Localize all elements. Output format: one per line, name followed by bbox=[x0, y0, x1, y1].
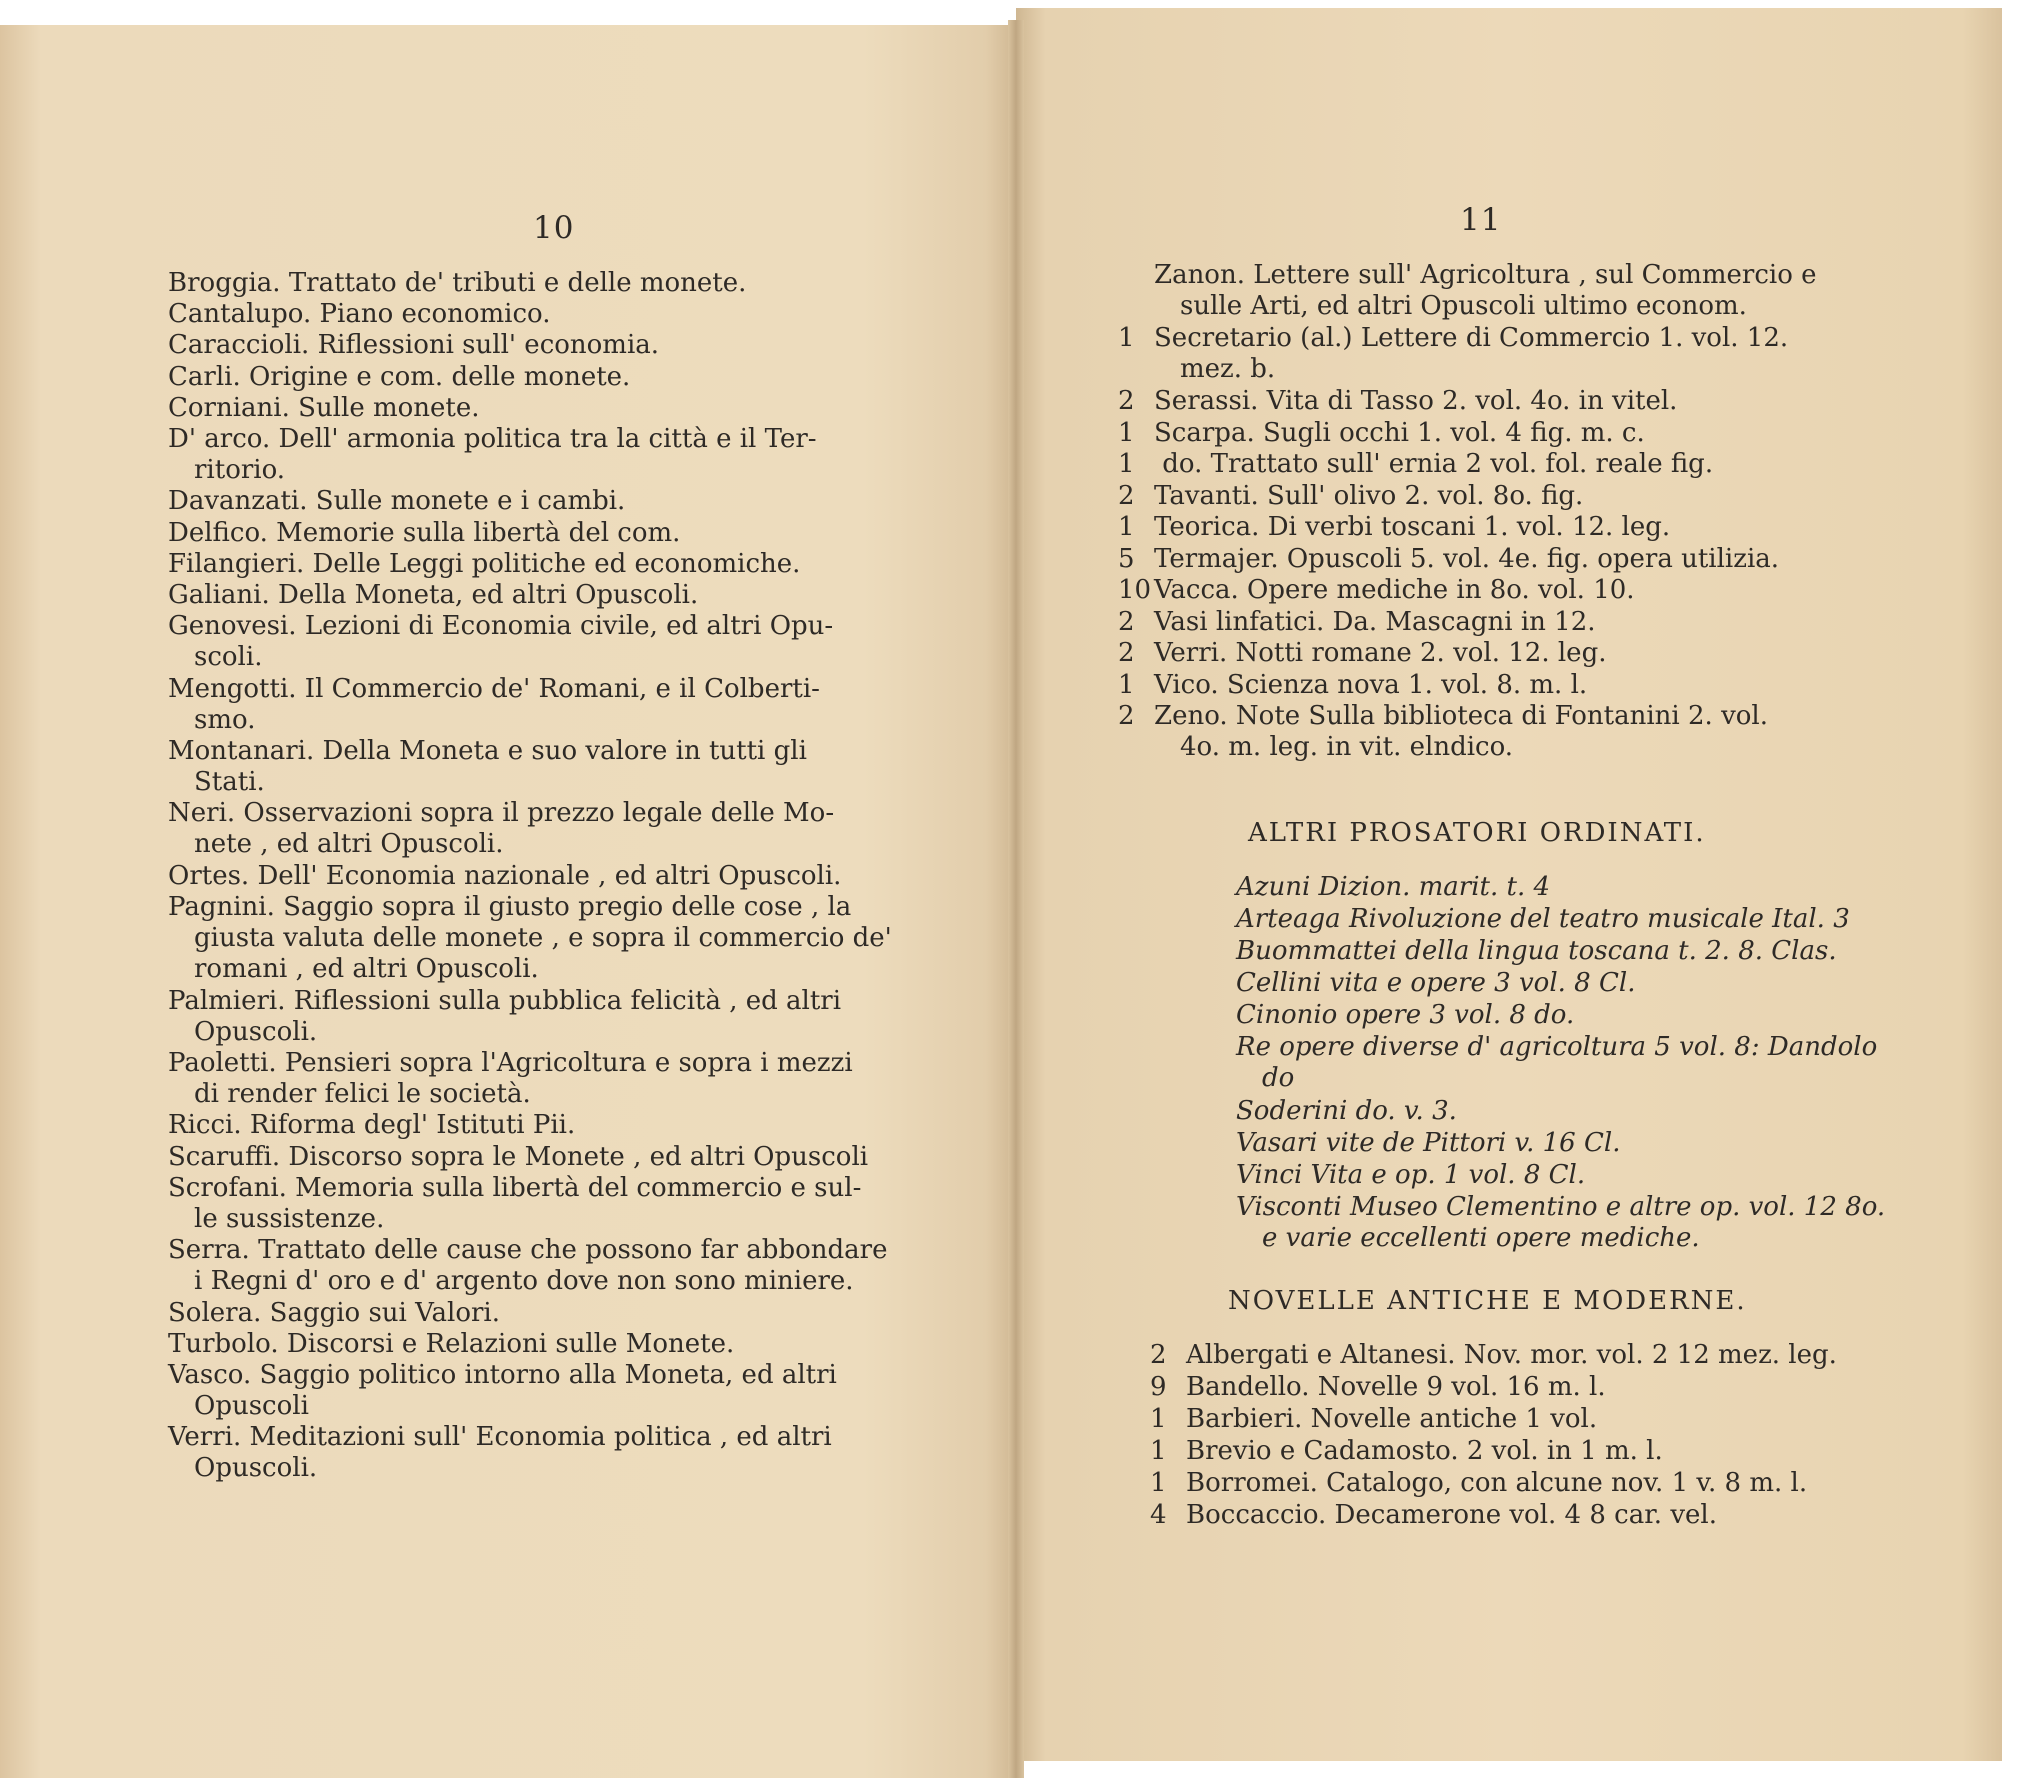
catalog-entry bbox=[1118, 607, 1596, 638]
catalog-entry bbox=[1150, 1372, 1606, 1403]
entry-quantity: 1 bbox=[1150, 1404, 1167, 1434]
catalog-entry bbox=[168, 1142, 868, 1173]
entry-continuation: sulle Arti, ed altri Opuscoli ultimo econom. bbox=[1180, 291, 1747, 321]
entry-text: Mengotti. Il Commercio de' Romani, e il Colberti- bbox=[168, 673, 820, 704]
entry-quantity: 1 bbox=[1150, 1468, 1167, 1498]
catalog-entry bbox=[1236, 1160, 1585, 1191]
entry-text: Verri. Notti romane 2. vol. 12. leg. bbox=[1154, 638, 1607, 668]
catalog-entry bbox=[168, 268, 746, 299]
catalog-entry bbox=[168, 1235, 887, 1297]
entry-text: Scrofani. Memoria sulla libertà del commercio e sul- bbox=[168, 1172, 862, 1203]
catalog-entry bbox=[168, 1298, 500, 1329]
catalog-entry bbox=[1118, 386, 1677, 417]
catalog-entry bbox=[168, 674, 820, 736]
entry-text: Termajer. Opuscoli 5. vol. 4e. fig. opera utilizia. bbox=[1154, 543, 1780, 574]
entry-text: Azuni Dizion. marit. t. 4 bbox=[1236, 872, 1551, 902]
entry-quantity: 2 bbox=[1118, 606, 1135, 637]
entry-text: Broggia. Trattato de' tributi e delle monete. bbox=[168, 268, 747, 298]
catalog-entry bbox=[168, 330, 659, 361]
entry-text: Pagnini. Saggio sopra il giusto pregio delle cose , la bbox=[168, 892, 852, 922]
entry-text: Bandello. Novelle 9 vol. 16 m. l. bbox=[1186, 1372, 1606, 1402]
catalog-entry bbox=[168, 393, 480, 424]
entry-text: Neri. Osservazioni sopra il prezzo legale delle Mo- bbox=[168, 798, 835, 829]
entry-text: D' arco. Dell' armonia politica tra la città e il Ter- bbox=[168, 424, 817, 454]
entry-continuation: do bbox=[1262, 1063, 1295, 1093]
entry-continuation: nete , ed altri Opuscoli. bbox=[194, 829, 504, 860]
book-gutter bbox=[1008, 20, 1024, 1778]
catalog-entry bbox=[168, 1110, 575, 1141]
entry-text: Tavanti. Sull' olivo 2. vol. 8o. fig. bbox=[1154, 480, 1584, 511]
entry-text: Visconti Museo Clementino e altre op. vol. 12 8o. bbox=[1236, 1192, 1886, 1222]
entry-text: Vasco. Saggio politico intorno alla Moneta, ed altri bbox=[168, 1360, 837, 1390]
entry-quantity: 1 bbox=[1118, 323, 1135, 353]
catalog-entry bbox=[1118, 575, 1635, 606]
entry-quantity: 2 bbox=[1118, 638, 1135, 668]
entry-text: Serra. Trattato delle cause che possono far abbondare bbox=[168, 1235, 888, 1266]
catalog-entry bbox=[168, 1173, 861, 1235]
entry-quantity: 1 bbox=[1150, 1436, 1167, 1466]
entry-quantity: 2 bbox=[1118, 480, 1135, 511]
catalog-entry bbox=[168, 518, 680, 549]
entry-text: Caraccioli. Riflessioni sull' economia. bbox=[168, 330, 660, 361]
entry-text: Re opere diverse d' agricoltura 5 vol. 8: Dandolo bbox=[1236, 1032, 1878, 1062]
entry-text: Carli. Origine e com. delle monete. bbox=[168, 361, 631, 392]
catalog-entry bbox=[168, 299, 550, 330]
catalog-entry bbox=[168, 892, 892, 985]
catalog-entry bbox=[1236, 1128, 1620, 1159]
entry-text: Ricci. Riforma degl' Istituti Pii. bbox=[168, 1110, 576, 1141]
catalog-entry bbox=[1150, 1340, 1837, 1371]
catalog-entry bbox=[1118, 323, 1788, 385]
entry-text: Cantalupo. Piano economico. bbox=[168, 299, 551, 330]
entry-text: Genovesi. Lezioni di Economia civile, ed altri Opu- bbox=[168, 611, 834, 642]
entry-text: Zanon. Lettere sull' Agricoltura , sul Commercio e bbox=[1154, 260, 1817, 290]
entry-text: Vasari vite de Pittori v. 16 Cl. bbox=[1236, 1128, 1621, 1158]
entry-text: Brevio e Cadamosto. 2 vol. in 1 m. l. bbox=[1186, 1436, 1663, 1466]
entry-continuation: romani , ed altri Opuscoli. bbox=[194, 954, 539, 984]
entry-quantity: 1 bbox=[1118, 417, 1135, 448]
catalog-entry bbox=[1118, 512, 1670, 543]
entry-text: Davanzati. Sulle monete e i cambi. bbox=[168, 486, 626, 517]
catalog-entry bbox=[1118, 260, 1817, 322]
entry-quantity: 2 bbox=[1118, 701, 1135, 731]
entry-text: Buommattei della lingua toscana t. 2. 8. Clas. bbox=[1236, 936, 1837, 966]
entry-continuation: Opuscoli. bbox=[194, 1453, 318, 1484]
catalog-entry bbox=[1150, 1500, 1717, 1531]
entry-text: Vacca. Opere mediche in 8o. vol. 10. bbox=[1154, 575, 1635, 605]
catalog-entry bbox=[1150, 1404, 1597, 1435]
entry-text: Zeno. Note Sulla biblioteca di Fontanini 2. vol. bbox=[1154, 701, 1768, 731]
catalog-entry bbox=[1118, 701, 1768, 763]
catalog-entry bbox=[1118, 638, 1606, 669]
entry-continuation: Stati. bbox=[194, 767, 265, 797]
entry-text: Cinonio opere 3 vol. 8 do. bbox=[1236, 1000, 1575, 1030]
catalog-entry bbox=[168, 861, 841, 892]
catalog-entry bbox=[1236, 1000, 1574, 1031]
catalog-entry bbox=[168, 362, 630, 393]
left-page-number: 10 bbox=[533, 210, 575, 246]
entry-quantity: 1 bbox=[1118, 669, 1135, 700]
entry-continuation: i Regni d' oro e d' argento dove non sono miniere. bbox=[194, 1266, 854, 1297]
catalog-entry bbox=[1118, 418, 1645, 449]
entry-text: Secretario (al.) Lettere di Commercio 1. vol. 12. bbox=[1154, 323, 1789, 353]
catalog-entry bbox=[1118, 481, 1583, 512]
entry-quantity: 1 bbox=[1118, 512, 1135, 542]
entry-text: Montanari. Della Moneta e suo valore in tutti gli bbox=[168, 736, 807, 766]
entry-text: Paoletti. Pensieri sopra l'Agricoltura e sopra i mezzi bbox=[168, 1048, 853, 1078]
catalog-entry bbox=[1236, 904, 1850, 935]
catalog-entry bbox=[168, 1360, 837, 1422]
catalog-entry bbox=[1236, 872, 1550, 903]
catalog-entry bbox=[1236, 1096, 1457, 1127]
entry-text: Filangieri. Delle Leggi politiche ed economiche. bbox=[168, 548, 801, 579]
entry-continuation: giusta valuta delle monete , e sopra il commercio de' bbox=[194, 923, 892, 953]
entry-continuation: mez. b. bbox=[1180, 354, 1276, 384]
entry-continuation: di render felici le società. bbox=[194, 1079, 531, 1109]
entry-text: Arteaga Rivoluzione del teatro musicale Ital. 3 bbox=[1236, 904, 1850, 934]
right-page-number: 11 bbox=[1460, 202, 1502, 238]
entry-text: Turbolo. Discorsi e Relazioni sulle Monete. bbox=[168, 1328, 735, 1359]
catalog-entry bbox=[168, 798, 834, 860]
catalog-entry bbox=[1236, 1032, 1877, 1094]
catalog-entry bbox=[1236, 968, 1635, 999]
catalog-entry bbox=[1236, 1192, 1885, 1254]
entry-text: Teorica. Di verbi toscani 1. vol. 12. leg. bbox=[1154, 512, 1671, 542]
catalog-entry bbox=[1118, 670, 1587, 701]
entry-text: Vinci Vita e op. 1 vol. 8 Cl. bbox=[1236, 1160, 1586, 1190]
catalog-entry bbox=[1236, 936, 1837, 967]
entry-text: Vasi linfatici. Da. Mascagni in 12. bbox=[1154, 606, 1596, 637]
entry-text: Scaruffi. Discorso sopra le Monete , ed altri Opuscoli bbox=[168, 1141, 869, 1172]
catalog-entry bbox=[1118, 449, 1713, 480]
entry-text: Palmieri. Riflessioni sulla pubblica felicità , ed altri bbox=[168, 985, 842, 1016]
entry-text: Barbieri. Novelle antiche 1 vol. bbox=[1186, 1404, 1598, 1434]
catalog-entry bbox=[1150, 1436, 1663, 1467]
catalog-entry bbox=[168, 549, 800, 580]
catalog-entry bbox=[168, 1422, 832, 1484]
entry-quantity: 4 bbox=[1150, 1500, 1167, 1530]
entry-quantity: 5 bbox=[1118, 543, 1135, 574]
entry-continuation: smo. bbox=[194, 704, 256, 735]
section-title-novelle: NOVELLE ANTICHE E MODERNE. bbox=[1228, 1286, 1747, 1316]
entry-continuation: ritorio. bbox=[194, 455, 286, 485]
entry-text: Corniani. Sulle monete. bbox=[168, 392, 480, 423]
entry-text: do. Trattato sull' ernia 2 vol. fol. reale fig. bbox=[1154, 449, 1714, 479]
entry-text: Boccaccio. Decamerone vol. 4 8 car. vel. bbox=[1186, 1500, 1717, 1530]
entry-continuation: 4o. m. leg. in vit. elndico. bbox=[1180, 732, 1514, 762]
entry-continuation: Opuscoli bbox=[194, 1391, 309, 1421]
catalog-entry bbox=[1118, 544, 1779, 575]
entry-quantity: 2 bbox=[1118, 386, 1135, 416]
catalog-entry bbox=[168, 424, 817, 486]
entry-continuation: Opuscoli. bbox=[194, 1016, 318, 1047]
entry-quantity: 10 bbox=[1118, 575, 1152, 605]
entry-continuation: e varie eccellenti opere mediche. bbox=[1262, 1223, 1700, 1253]
catalog-entry bbox=[168, 486, 625, 517]
catalog-entry bbox=[168, 736, 807, 798]
entry-text: Verri. Meditazioni sull' Economia politica , ed altri bbox=[168, 1422, 832, 1453]
catalog-entry bbox=[168, 1329, 734, 1360]
catalog-entry bbox=[168, 1048, 853, 1110]
entry-quantity: 9 bbox=[1150, 1372, 1167, 1402]
entry-continuation: le sussistenze. bbox=[194, 1203, 385, 1234]
catalog-entry bbox=[168, 611, 833, 673]
section-title-altri-prosatori: ALTRI PROSATORI ORDINATI. bbox=[1248, 818, 1706, 848]
entry-quantity: 1 bbox=[1118, 449, 1135, 479]
catalog-entry bbox=[1150, 1468, 1807, 1499]
entry-quantity: 2 bbox=[1150, 1340, 1167, 1370]
entry-text: Ortes. Dell' Economia nazionale , ed altri Opuscoli. bbox=[168, 860, 842, 891]
catalog-entry bbox=[168, 580, 698, 611]
entry-text: Serassi. Vita di Tasso 2. vol. 4o. in vitel. bbox=[1154, 386, 1678, 416]
entry-text: Albergati e Altanesi. Nov. mor. vol. 2 12 mez. leg. bbox=[1186, 1340, 1837, 1370]
entry-continuation: scoli. bbox=[194, 642, 263, 673]
entry-text: Vico. Scienza nova 1. vol. 8. m. l. bbox=[1154, 669, 1588, 700]
entry-text: Galiani. Della Moneta, ed altri Opuscoli. bbox=[168, 580, 699, 610]
entry-text: Soderini do. v. 3. bbox=[1236, 1096, 1457, 1126]
entry-text: Borromei. Catalogo, con alcune nov. 1 v. 8 m. l. bbox=[1186, 1468, 1808, 1498]
entry-text: Scarpa. Sugli occhi 1. vol. 4 fig. m. c. bbox=[1154, 417, 1645, 448]
entry-text: Delfico. Memorie sulla libertà del com. bbox=[168, 517, 681, 548]
entry-text: Cellini vita e opere 3 vol. 8 Cl. bbox=[1236, 968, 1636, 998]
entry-text: Solera. Saggio sui Valori. bbox=[168, 1297, 500, 1328]
catalog-entry bbox=[168, 986, 841, 1048]
